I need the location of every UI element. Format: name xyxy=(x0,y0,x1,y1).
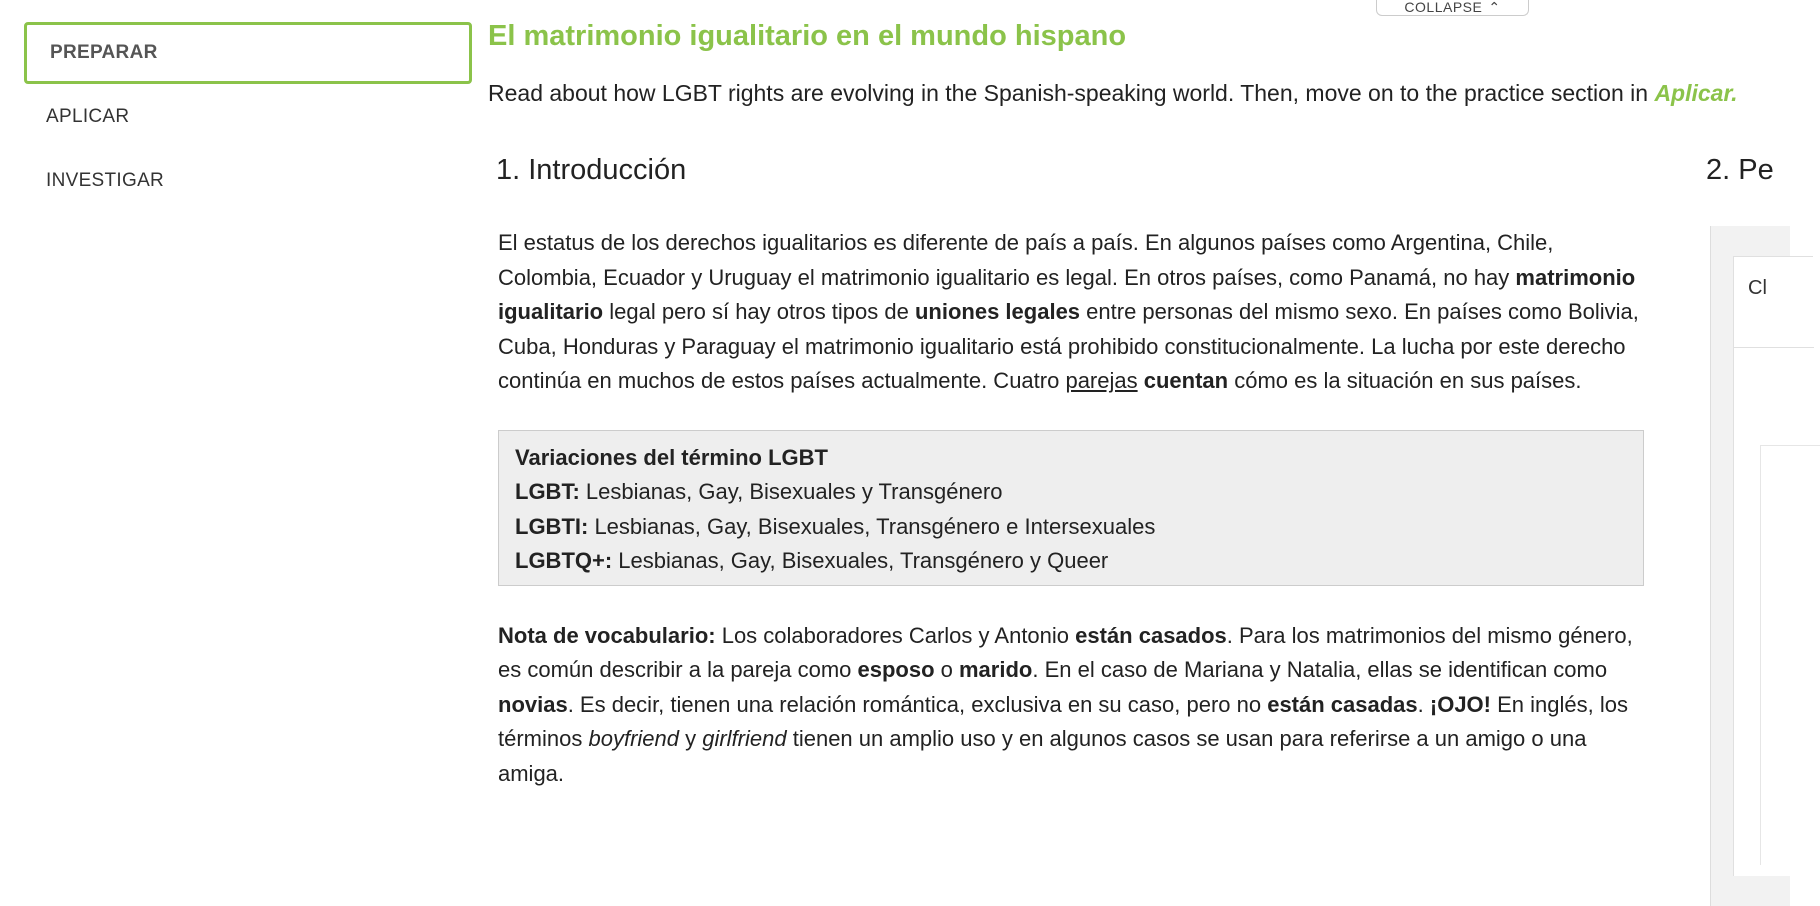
text-span: Los colaboradores Carlos y Antonio xyxy=(715,622,1076,648)
intro-paragraph xyxy=(498,226,1644,399)
text-span: entre personas del mismo sexo. En países como Bolivia, Cuba, Honduras y Paraguay el matrimonio igualitario está prohibido constitucionalmente. La lucha por este derecho continúa en muchos de estos países actualmente. Cuatro xyxy=(498,299,1639,393)
variations-title xyxy=(515,441,1627,476)
section-title-2: 2. Pe xyxy=(1706,154,1774,186)
section-title-introduccion: 1. Introducción xyxy=(496,154,687,186)
sidebar-item-label: INVESTIGAR xyxy=(46,170,165,191)
bold-term: están casados xyxy=(1075,622,1227,648)
text-span: tienen un amplio uso y en algunos casos se usan para referirse a un amigo o una amiga. xyxy=(498,726,1587,786)
text-span: . Es decir, tienen una relación romántica, exclusiva en su caso, pero no xyxy=(567,691,1268,717)
variation-row xyxy=(515,544,1627,579)
variations-title-text: Variaciones del término LGBT xyxy=(515,444,828,470)
italic-term: boyfriend xyxy=(588,726,679,751)
bold-term: ¡OJO! xyxy=(1429,691,1491,717)
text-span: o xyxy=(934,657,959,682)
divider xyxy=(1734,347,1814,348)
aplicar-link[interactable]: Aplicar. xyxy=(1654,80,1738,106)
double-chevron-up-icon: ⌃ xyxy=(1488,0,1501,15)
lgbt-variations-box xyxy=(498,430,1644,586)
italic-term: girlfriend xyxy=(702,726,787,751)
text-span: . xyxy=(1417,691,1430,717)
intro-text xyxy=(488,80,1738,107)
variation-term: LGBT: xyxy=(515,479,580,504)
text-span: . Para los matrimonios del mismo género, es común describir a la pareja como xyxy=(498,622,1633,682)
variation-term: LGBTQ+: xyxy=(515,548,613,573)
variation-row xyxy=(515,510,1627,545)
variation-definition: Lesbianas, Gay, Bisexuales, Transgénero y Queer xyxy=(612,548,1109,573)
bold-term: Nota de vocabulario: xyxy=(498,622,716,648)
right-panel xyxy=(1710,226,1790,906)
variation-term: LGBTI: xyxy=(515,513,589,539)
sidebar-nav xyxy=(24,22,472,214)
right-panel-label[interactable]: Cl xyxy=(1748,277,1767,299)
collapse-label: COLLAPSE xyxy=(1404,0,1483,15)
sidebar-item-investigar[interactable] xyxy=(24,150,472,212)
right-panel-content xyxy=(1760,445,1820,865)
text-span: El estatus de los derechos igualitarios es diferente de país a país. En algunos países como Argentina, Chile, Colombia, Ecuador y Uruguay el matrimonio igualitario es legal. En otros países, como Panamá, no hay xyxy=(498,230,1554,290)
bold-term: uniones legales xyxy=(914,299,1081,324)
vocabulary-note xyxy=(498,619,1644,792)
sidebar-item-aplicar[interactable] xyxy=(24,86,472,148)
text-span: legal pero sí hay otros tipos de xyxy=(603,299,915,324)
bold-term: novias xyxy=(498,691,568,717)
sidebar-item-label: APLICAR xyxy=(46,106,130,127)
bold-term: esposo xyxy=(857,657,935,682)
bold-term: cuentan xyxy=(1143,368,1229,393)
bold-term: marido xyxy=(959,657,1033,682)
intro-sentence: Read about how LGBT rights are evolving in the Spanish-speaking world. Then, move on to the practice section in xyxy=(488,80,1655,106)
bold-term: están casadas xyxy=(1267,691,1418,717)
right-panel-card xyxy=(1733,256,1813,876)
text-span: En inglés, los términos xyxy=(498,691,1628,751)
text-span: cómo es la situación en sus países. xyxy=(1228,368,1582,393)
article-body xyxy=(498,226,1644,791)
collapse-button[interactable] xyxy=(1376,0,1529,16)
bold-term: matrimonio igualitario xyxy=(498,264,1636,324)
text-span: y xyxy=(679,726,703,751)
variation-definition: Lesbianas, Gay, Bisexuales y Transgénero xyxy=(579,479,1003,504)
sidebar-item-preparar[interactable] xyxy=(24,22,472,84)
parejas-link[interactable]: parejas xyxy=(1065,368,1138,393)
sidebar-item-label: PREPARAR xyxy=(50,42,158,63)
variation-definition: Lesbianas, Gay, Bisexuales, Transgénero e Intersexuales xyxy=(588,513,1156,539)
variation-row xyxy=(515,475,1627,510)
page-title: El matrimonio igualitario en el mundo hispano xyxy=(488,20,1127,52)
text-span: . En el caso de Mariana y Natalia, ellas se identifican como xyxy=(1032,657,1608,682)
